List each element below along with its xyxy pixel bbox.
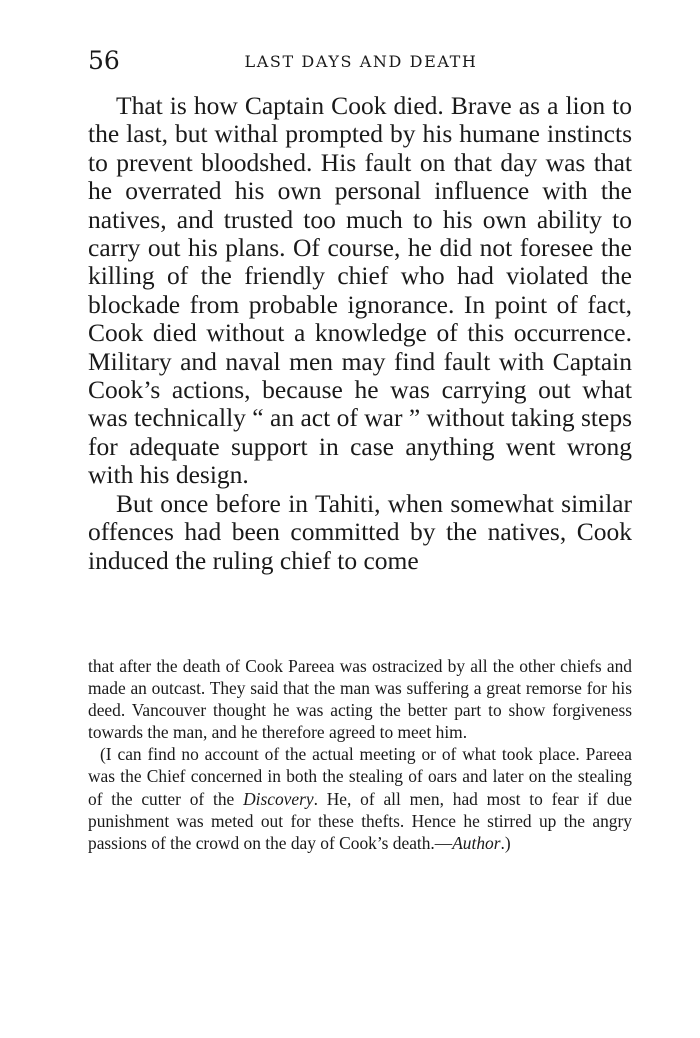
footnote-block — [88, 655, 632, 854]
footnote-text-part-2: . He, of all men, had most to fear if due punishment was meted out for these thefts. Hence he stirred up the angry passions of the crowd on the day of Cook’s death.— — [88, 788, 632, 853]
body-paragraph-1: That is how Captain Cook died. Brave as a lion to the last, but withal prompted by his humane instincts to prevent bloodshed. His fault on that day was that he overrated his own personal influence with the natives, and trusted too much to his own ability to carry out his plans. Of course, he did not foresee the killing of the friendly chief who had violated the blockade from probable ignorance. In point of fact, Cook died without a knowledge of this occurrence. Military and naval men may find fault with Captain Cook’s actions, because he was carrying out what was technically “ an act of war ” without taking steps for adequate support in case anything went wrong with his design. — [88, 91, 632, 490]
page-number: 56 — [88, 46, 120, 75]
footnote-text-part-1: (I can find no account of the actual meeting or of what took place. Pareea was the Chief concerned in both the stealing of oars and later on the stealing of the cutter of the — [88, 744, 632, 809]
page-header — [88, 46, 634, 80]
body-paragraph-2: But once before in Tahiti, when somewhat similar offences had been committed by the natives, Cook induced the ruling chief to come — [88, 488, 632, 575]
footnote-close: .) — [500, 832, 511, 853]
footnote-paragraph-2 — [88, 743, 632, 853]
running-title: LAST DAYS AND DEATH — [244, 52, 478, 71]
footnote-paragraph-1: that after the death of Cook Pareea was ostracized by all the other chiefs and made an outcast. They said that the man was suffering a great remorse for his deed. Vancouver thought he was acting the better part to show forgiveness towards the man, and he therefore agreed to meet him. — [88, 656, 632, 743]
ship-name: Discovery — [243, 788, 314, 809]
main-text — [88, 92, 632, 575]
author-label: Author — [452, 832, 501, 853]
